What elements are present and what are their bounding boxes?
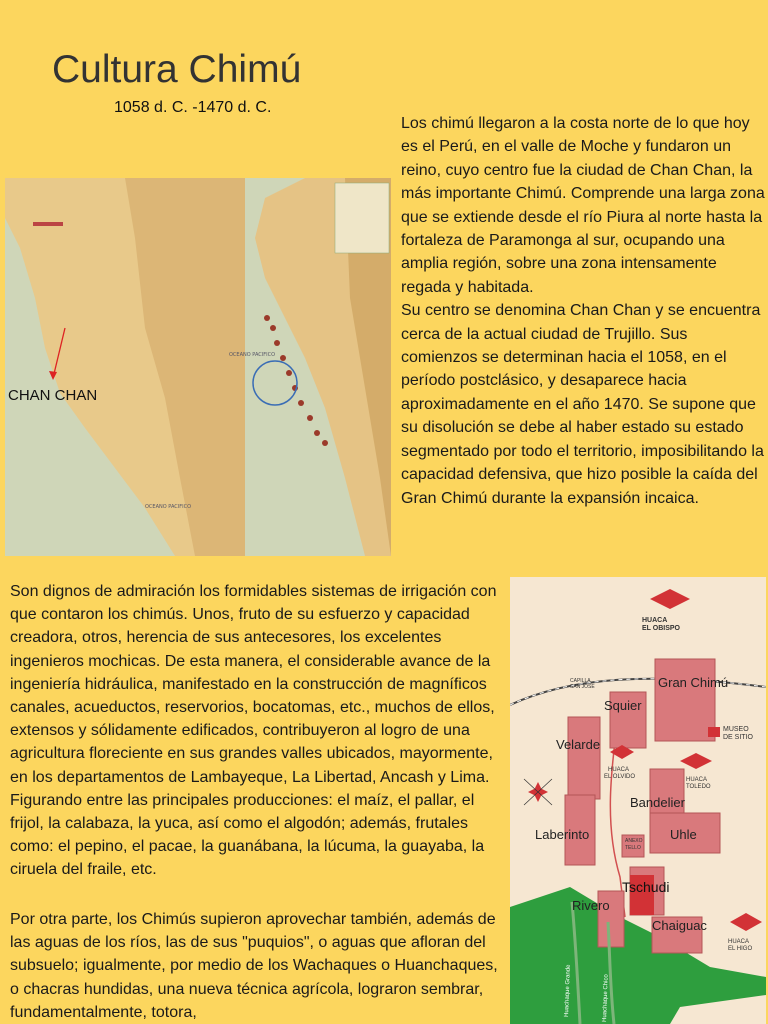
paragraph-irrigation: Son dignos de admiración los formidables sistemas de irrigación con que contaron los chimús. Unos, fruto de su esfuerzo y capacidad creadora, otros, herencia de sus antecesores, los excelentes ingenieros mochicas. De esta manera, el considerable avance de la ingeniería hidráulica, manifestado en la construcción de magníficos canales, acueductos, reservorios, bocatomas, etc., muchos de ellos, extensos y sólidamente edificados, contribuyeron al logro de una agricultura floreciente en sus grandes valles ubicados, mayormente, en los departamentos de Lambayeque, La Libertad, Ancash y Lima. Figurando entre las principales producciones: el maíz, el pallar, el frijol, la calabaza, la yuca, así como el algodón; además, frutales como: el pepino, el pacae, la guanábana, la lúcuma, la guayaba, la ciruela del fraile, etc. bbox=[10, 583, 497, 879]
label-anexo-1: ANEXO bbox=[625, 838, 643, 844]
label-huaca-toledo-1: HUACA bbox=[686, 777, 708, 783]
label-chaiguac: Chaiguac bbox=[652, 918, 707, 933]
ocean-label-right: OCEANO PACIFICO bbox=[229, 352, 276, 358]
label-anexo-2: TELLO bbox=[625, 845, 641, 851]
label-river-chico: Huachaque Chico bbox=[602, 974, 610, 1023]
map-marker bbox=[33, 222, 63, 226]
label-capilla-1: CAPILLA bbox=[570, 678, 591, 684]
label-museo-2: DE SITIO bbox=[723, 734, 753, 741]
label-river-grande: Huachaque Grande bbox=[564, 964, 572, 1018]
label-squier: Squier bbox=[604, 698, 642, 713]
label-rivero: Rivero bbox=[572, 898, 610, 913]
label-laberinto: Laberinto bbox=[535, 827, 590, 842]
map-legend bbox=[335, 183, 389, 253]
paragraph-puquios: Por otra parte, los Chimús supieron aprovechar también, además de las aguas de los ríos, las de sus "puquios", o aguas que afloran del subsuelo; igualmente, por medio de los Wachaques o Huanchaques, o chacras hundidas, una nueva técnica agrícola, lograron sembrar, fundamentalmente, totora, bbox=[10, 911, 498, 1021]
label-huaca-higo-1: HUACA bbox=[728, 939, 750, 945]
compound-velarde bbox=[568, 717, 600, 799]
museo-icon bbox=[708, 727, 720, 737]
label-museo-1: MUSEO bbox=[723, 726, 749, 733]
page-title: Cultura Chimú bbox=[52, 48, 302, 91]
peru-coast-map bbox=[5, 178, 391, 556]
label-tschudi: Tschudi bbox=[622, 879, 670, 895]
label-velarde: Velarde bbox=[556, 737, 601, 752]
chan-chan-site-map bbox=[510, 577, 766, 1024]
label-huaca-olvido-1: HUACA bbox=[608, 767, 630, 773]
label-huaca-toledo-2: TOLEDO bbox=[686, 784, 711, 790]
label-huaca-higo-2: EL HIGO bbox=[728, 946, 753, 952]
compass-rose bbox=[524, 779, 552, 805]
paragraph-intro: Los chimú llegaron a la costa norte de lo que hoy es el Perú, en el valle de Moche y fundaron un reino, cuyo centro fue la ciudad de Chan Chan, la más importante Chimú. Comprende una larga zona que se extiende desde el río Piura al norte hasta la fortaleza de Paramonga al sur, ocupando una amplia región, sobre una zona intensamente regada y habitada. Su centro se denomina Chan Chan y se encuentra cerca de la actual ciudad de Trujillo. Sus comienzos se determinan hacia el 1058, en el período postclásico, y desaparece hacia aproximadamente en el año 1470. Se supone que su disolución se debe al haber estado su estado segmentado por todo el territorio, imposibilitando la capacidad defensiva, que hizo posible la caída del Gran Chimú durante la expansión incaica. bbox=[401, 115, 765, 507]
label-uhle: Uhle bbox=[670, 827, 697, 842]
label-huaca-obispo-1: HUACA bbox=[642, 617, 668, 624]
date-range: 1058 d. C. -1470 d. C. bbox=[114, 99, 272, 116]
label-capilla-2: SAN JOSE bbox=[570, 684, 595, 690]
label-huaca-olvido-2: EL OLVIDO bbox=[604, 774, 636, 780]
ocean-label-left: OCEANO PACIFICO bbox=[145, 504, 192, 510]
label-huaca-obispo-2: EL OBISPO bbox=[642, 625, 680, 632]
compound-gran-chimu bbox=[655, 659, 715, 741]
chan-chan-label: CHAN CHAN bbox=[8, 387, 98, 404]
label-bandelier: Bandelier bbox=[630, 795, 685, 810]
label-gran-chimu: Gran Chimú bbox=[658, 675, 729, 690]
